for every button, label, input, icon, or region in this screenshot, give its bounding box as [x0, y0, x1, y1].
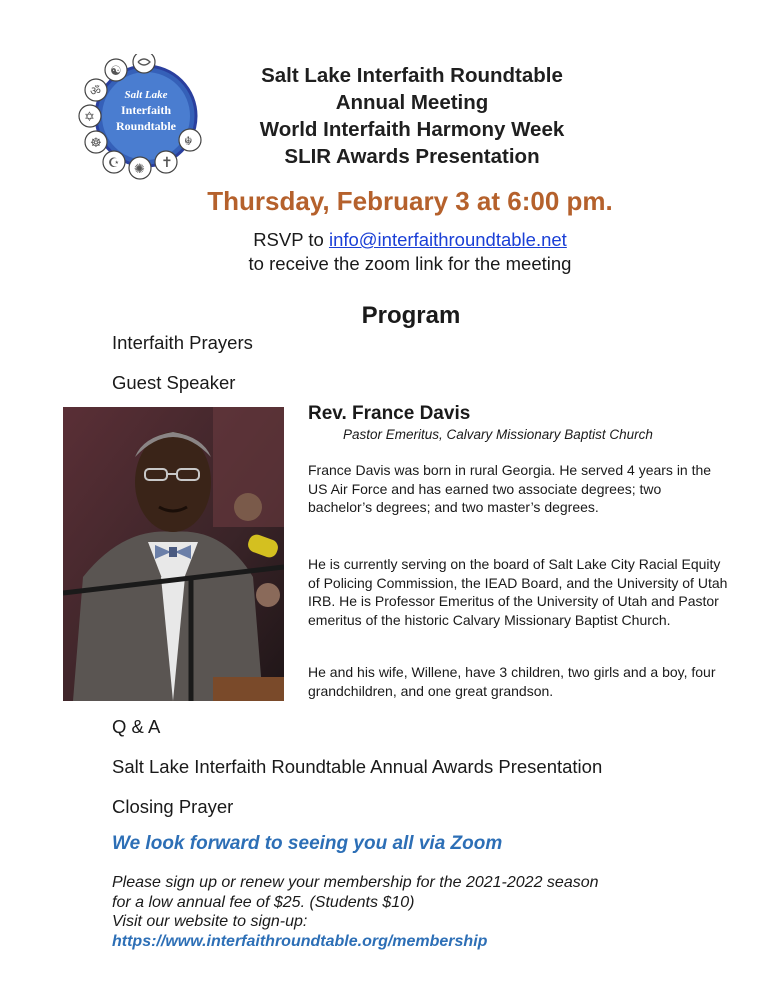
- closing-message: We look forward to seeing you all via Zoom: [112, 833, 503, 854]
- rsvp-prefix: RSVP to: [253, 229, 329, 250]
- svg-text:✝: ✝: [161, 155, 173, 171]
- rsvp-block: [150, 228, 670, 276]
- program-title: Program: [361, 302, 461, 329]
- svg-text:☬: ☬: [184, 134, 193, 148]
- svg-text:☪: ☪: [108, 156, 120, 171]
- svg-text:☸: ☸: [90, 136, 102, 151]
- header-meeting: Annual Meeting: [335, 91, 489, 114]
- roundtable-logo: [78, 54, 208, 184]
- speaker-bio-3: He and his wife, Willene, have 3 children, two girls and a boy, four grandchildren, and one great grandson.: [308, 664, 716, 699]
- footer-line3: Visit our website to sign-up:: [112, 913, 308, 930]
- footer-line1: Please sign up or renew your membership for the 2021-2022 season: [112, 874, 599, 891]
- rsvp-instruction: to receive the zoom link for the meeting: [248, 253, 572, 274]
- program-item-qa: Q & A: [112, 716, 161, 737]
- program-item-prayers: Interfaith Prayers: [112, 332, 253, 353]
- footer-line2: for a low annual fee of $25. (Students $10): [112, 893, 415, 911]
- membership-url-link[interactable]: https://www.interfaithroundtable.org/membership: [112, 932, 488, 950]
- speaker-name: Rev. France Davis: [308, 403, 471, 424]
- svg-text:ॐ: ॐ: [90, 84, 101, 98]
- event-date: Thursday, February 3 at 6:00 pm.: [207, 186, 613, 216]
- program-item-closing: Closing Prayer: [112, 796, 234, 817]
- header-org-name: Salt Lake Interfaith Roundtable: [261, 64, 563, 87]
- speaker-bio-2: He is currently serving on the board of Salt Lake City Racial Equity of Policing Commission, the IEAD Board, and the University of Utah IRB. He is Professor Emeritus of the University of Utah and Pastor emeritus of the historic Calvary Missionary Baptist Church.: [308, 556, 728, 628]
- speaker-title: Pastor Emeritus, Calvary Missionary Baptist Church: [343, 427, 653, 442]
- speaker-photo: [63, 407, 284, 701]
- logo-line3: Roundtable: [115, 119, 177, 133]
- event-header: [222, 62, 602, 170]
- header-week: World Interfaith Harmony Week: [259, 118, 565, 141]
- header-awards: SLIR Awards Presentation: [284, 145, 540, 168]
- program-item-awards: Salt Lake Interfaith Roundtable Annual Awards Presentation: [112, 756, 603, 777]
- svg-text:✡: ✡: [84, 110, 95, 125]
- logo-line1: Salt Lake: [124, 89, 168, 101]
- speaker-bio-1: France Davis was born in rural Georgia. He served 4 years in the US Air Force and has earned two associate degrees; two bachelor’s degrees; and two master’s degrees.: [308, 462, 712, 515]
- membership-footer: [112, 873, 732, 951]
- rsvp-email-link[interactable]: info@interfaithroundtable.net: [328, 229, 567, 250]
- program-item-speaker: Guest Speaker: [112, 372, 236, 393]
- svg-text:✺: ✺: [134, 162, 145, 177]
- svg-text:☯: ☯: [110, 64, 122, 79]
- logo-line2: Interfaith: [121, 103, 171, 117]
